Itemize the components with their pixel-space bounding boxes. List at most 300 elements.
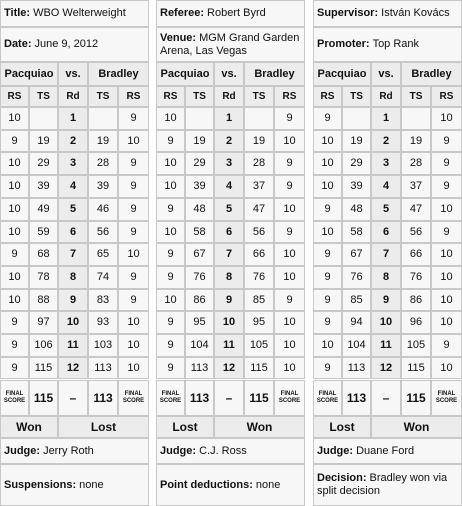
round-number-value: 3: [225, 157, 233, 169]
round-number: [58, 130, 88, 152]
left-total-score: [185, 357, 214, 379]
left-round-score-value: 10: [321, 157, 334, 169]
right-total-score-value: 19: [252, 134, 266, 147]
right-round-score-value: 9: [443, 339, 450, 351]
right-total-score: [244, 175, 274, 198]
final-total-separator: [58, 380, 88, 416]
right-round-score-value: 10: [283, 134, 296, 147]
left-round-score: [156, 130, 185, 152]
right-total-score: [88, 311, 118, 334]
right-total-score: [244, 334, 274, 357]
round-number-value: 12: [379, 361, 393, 374]
left-round-score: [313, 243, 342, 266]
right-round-score-value: 10: [440, 203, 453, 215]
round-number: [58, 243, 88, 266]
right-round-score-value: 9: [443, 157, 450, 169]
fighter-left-name: Pacquiao: [4, 67, 54, 80]
fighter-right-header: [244, 62, 305, 86]
vs-label: vs.: [221, 67, 237, 80]
right-round-score-value: 9: [286, 112, 293, 124]
left-total-score: [185, 243, 214, 266]
column-label-rd: Rd: [222, 91, 236, 102]
right-round-score: [431, 198, 462, 221]
right-total-score: [244, 221, 274, 243]
left-total-score: [185, 175, 214, 198]
round-number: [58, 221, 88, 243]
left-round-score-value: 9: [11, 361, 18, 374]
final-label-line2: SCORE: [278, 398, 301, 404]
final-label-line2: SCORE: [159, 398, 182, 404]
left-total-score-value: 113: [190, 361, 209, 374]
round-number-value: 9: [225, 293, 233, 306]
left-round-score: [0, 198, 29, 221]
right-total-score: [88, 175, 118, 198]
round-number-value: 11: [380, 339, 392, 351]
top-value: Robert Byrd: [207, 7, 266, 19]
right-round-score: [118, 334, 149, 357]
round-number-value: 7: [225, 248, 233, 260]
top-text: [160, 7, 266, 20]
left-round-score: [0, 221, 29, 243]
left-total-score-value: 85: [350, 293, 363, 306]
right-total-score-value: 46: [96, 203, 110, 215]
round-number-value: 9: [382, 293, 390, 306]
round-number: [371, 130, 401, 152]
result-right-value: Won: [403, 419, 430, 434]
column-label-ts: TS: [193, 91, 206, 102]
bottom-field: [0, 464, 149, 506]
left-round-score-value: 10: [8, 225, 21, 238]
bottom-value: none: [79, 478, 104, 491]
left-total-score: [29, 152, 58, 175]
round-number-value: 4: [225, 180, 233, 192]
result-right: [371, 416, 462, 438]
judge-label: Judge:: [317, 444, 354, 457]
left-round-score-value: 10: [164, 180, 177, 192]
round-number: [214, 175, 244, 198]
right-round-score: [431, 357, 462, 379]
right-round-score-value: 10: [283, 316, 296, 328]
left-round-score: [0, 107, 29, 130]
column-label-ts: TS: [252, 91, 266, 102]
round-number: [371, 152, 401, 175]
result-right: [58, 416, 149, 438]
final-label-line1: FINAL: [280, 391, 299, 397]
right-round-score: [274, 289, 305, 311]
fighter-left-header: [156, 62, 214, 86]
left-total-score-value: 76: [350, 271, 363, 283]
round-number-value: 1: [225, 112, 233, 124]
left-total-score: [342, 130, 371, 152]
right-round-score: [431, 266, 462, 289]
column-header-ts: [29, 86, 58, 107]
column-header-ts: [88, 86, 118, 107]
final-label-line1: FINAL: [124, 391, 143, 397]
right-round-score-value: 9: [130, 112, 137, 124]
final-label-line1: FINAL: [318, 391, 337, 397]
result-left-value: Lost: [172, 419, 198, 434]
result-left: [0, 416, 58, 438]
final-score-label-left: [313, 380, 342, 416]
final-label-line2: SCORE: [435, 398, 458, 404]
left-total-score-value: 68: [37, 248, 50, 260]
round-number: [58, 198, 88, 221]
left-round-score: [313, 311, 342, 334]
fighter-right-name: Bradley: [98, 67, 139, 80]
right-round-score: [431, 152, 462, 175]
top-label: Title:: [4, 7, 31, 19]
right-total-score-value: 113: [94, 361, 112, 374]
round-number: [58, 357, 88, 379]
round-number-value: 10: [66, 316, 80, 328]
left-round-score: [156, 266, 185, 289]
right-total-score-value: 19: [409, 134, 423, 147]
left-total-score: [185, 152, 214, 175]
left-round-score-value: 9: [167, 203, 174, 215]
left-round-score: [156, 357, 185, 379]
column-label-rs: RS: [7, 91, 22, 102]
judge-text: [160, 445, 247, 458]
bottom-value: none: [255, 478, 281, 491]
left-round-score-value: 9: [324, 203, 331, 215]
round-number: [371, 311, 401, 334]
round-number-value: 11: [223, 339, 235, 351]
left-round-score: [0, 243, 29, 266]
right-total-score: [244, 357, 274, 379]
left-total-score-value: 95: [193, 316, 206, 328]
final-total-right: [244, 380, 274, 416]
right-total-score-value: 105: [249, 339, 269, 351]
right-total-score-value: 105: [406, 339, 426, 351]
result-right-value: Won: [246, 419, 273, 434]
top-label: Supervisor:: [317, 7, 379, 19]
second-label: Date:: [4, 38, 32, 50]
left-total-score: [29, 289, 58, 311]
left-round-score: [313, 198, 342, 221]
round-number-value: 1: [69, 112, 77, 124]
left-total-score: [342, 289, 371, 311]
left-total-score: [342, 107, 371, 130]
judge-value: C.J. Ross: [199, 444, 247, 457]
final-score-label-left: [156, 380, 185, 416]
right-total-score-value: 28: [96, 157, 110, 169]
left-round-score-value: 10: [164, 157, 177, 169]
left-round-score-value: 9: [167, 361, 174, 374]
final-total-right-value: 115: [249, 390, 269, 405]
left-round-score-value: 9: [324, 112, 331, 124]
left-round-score-value: 10: [164, 293, 177, 306]
right-round-score: [118, 357, 149, 379]
left-total-score: [342, 243, 371, 266]
round-number-value: 11: [67, 339, 79, 351]
left-round-score-value: 10: [321, 225, 334, 238]
right-total-score: [244, 130, 274, 152]
round-number-value: 1: [382, 112, 390, 124]
right-round-score-value: 10: [127, 248, 140, 260]
top-value: WBO Welterweight: [33, 7, 126, 19]
right-total-score: [244, 266, 274, 289]
right-round-score-value: 9: [130, 271, 137, 283]
round-number-value: 8: [69, 271, 77, 283]
judge-text: [4, 445, 94, 458]
left-total-score: [342, 175, 371, 198]
column-label-ts: TS: [350, 91, 363, 102]
left-total-score-value: 19: [37, 134, 50, 147]
result-right: [214, 416, 305, 438]
right-total-score: [401, 221, 431, 243]
round-number: [58, 266, 88, 289]
right-total-score: [401, 198, 431, 221]
left-total-score: [29, 198, 58, 221]
right-round-score-value: 10: [440, 293, 453, 306]
left-total-score-value: 39: [37, 180, 50, 192]
result-left-value: Lost: [329, 419, 355, 434]
final-score-label-left: [0, 380, 29, 416]
second-label: Venue:: [160, 31, 197, 44]
right-total-score: [88, 334, 118, 357]
vs-header: [58, 62, 88, 86]
left-round-score-value: 10: [321, 339, 334, 351]
vs-header: [371, 62, 401, 86]
right-round-score-value: 10: [283, 339, 296, 351]
final-label-line2: SCORE: [316, 398, 339, 404]
column-header-rd: [214, 86, 244, 107]
fighter-right-name: Bradley: [411, 67, 452, 80]
left-total-score: [342, 334, 371, 357]
right-total-score-value: 66: [252, 248, 266, 260]
left-total-score: [29, 107, 58, 130]
left-total-score: [342, 198, 371, 221]
round-number: [214, 334, 244, 357]
right-total-score: [88, 221, 118, 243]
right-round-score: [118, 221, 149, 243]
right-round-score-value: 10: [440, 248, 453, 260]
second-field: [0, 27, 149, 62]
right-round-score: [118, 198, 149, 221]
top-field: [156, 0, 305, 27]
scorecard-1: [0, 0, 149, 506]
fighter-left-name: Pacquiao: [317, 67, 367, 80]
round-number: [214, 266, 244, 289]
right-total-score-value: 28: [409, 157, 423, 169]
column-label-rd: Rd: [379, 91, 393, 102]
right-round-score: [274, 198, 305, 221]
round-number: [371, 175, 401, 198]
fighter-left-name: Pacquiao: [160, 67, 210, 80]
left-total-score-value: 19: [350, 134, 363, 147]
left-round-score-value: 10: [8, 112, 21, 124]
round-number-value: 3: [382, 157, 390, 169]
round-number: [214, 243, 244, 266]
right-round-score: [274, 152, 305, 175]
fighter-right-name: Bradley: [254, 67, 295, 80]
column-header-rd: [58, 86, 88, 107]
right-round-score: [118, 289, 149, 311]
right-round-score: [118, 175, 149, 198]
left-total-score-value: 29: [350, 157, 363, 169]
column-header-rs: [0, 86, 29, 107]
final-total-left-value: 113: [189, 390, 210, 405]
left-round-score-value: 9: [11, 134, 18, 147]
column-header-rs: [431, 86, 462, 107]
left-round-score-value: 9: [324, 271, 331, 283]
top-field: [0, 0, 149, 27]
left-total-score: [342, 221, 371, 243]
left-round-score-value: 10: [8, 180, 21, 192]
right-total-score: [88, 130, 118, 152]
round-number-value: 7: [69, 248, 77, 260]
round-number: [214, 107, 244, 130]
left-round-score-value: 9: [324, 316, 331, 328]
right-round-score-value: 9: [130, 157, 137, 169]
round-number: [214, 221, 244, 243]
round-number: [371, 221, 401, 243]
right-total-score: [244, 107, 274, 130]
right-total-score-value: 95: [252, 316, 266, 328]
left-round-score: [313, 107, 342, 130]
right-total-score-value: 115: [250, 361, 268, 374]
column-label-rs: RS: [439, 91, 454, 102]
round-number: [371, 357, 401, 379]
left-total-score-value: 88: [37, 293, 50, 306]
bottom-label: Suspensions:: [4, 478, 77, 491]
round-number: [371, 107, 401, 130]
right-round-score-value: 10: [283, 248, 296, 260]
left-total-score-value: 58: [193, 225, 206, 238]
right-total-score-value: 76: [409, 271, 423, 283]
final-total-left: [342, 380, 371, 416]
judge-field: [313, 438, 462, 464]
left-total-score: [29, 357, 58, 379]
bottom-field: [156, 464, 305, 506]
left-round-score-value: 10: [164, 225, 177, 238]
right-total-score-value: 37: [409, 180, 423, 192]
right-round-score: [274, 266, 305, 289]
left-total-score-value: 104: [190, 339, 209, 351]
left-total-score: [185, 334, 214, 357]
left-round-score-value: 9: [167, 339, 174, 351]
second-value: MGM Grand Garden Arena, Las Vegas: [160, 31, 300, 57]
left-total-score: [29, 130, 58, 152]
bottom-field: [313, 464, 462, 506]
left-total-score-value: 97: [37, 316, 50, 328]
left-round-score: [0, 152, 29, 175]
right-round-score-value: 9: [130, 180, 137, 192]
right-round-score: [274, 107, 305, 130]
left-round-score-value: 9: [167, 134, 174, 147]
right-round-score-value: 9: [130, 225, 137, 238]
round-number-value: 2: [382, 134, 390, 147]
right-total-score-value: 85: [252, 293, 266, 306]
vs-label: vs.: [65, 67, 81, 80]
right-total-score: [88, 198, 118, 221]
left-round-score: [313, 175, 342, 198]
fighter-right-header: [88, 62, 149, 86]
right-round-score: [431, 175, 462, 198]
right-round-score-value: 10: [127, 134, 140, 147]
right-round-score-value: 10: [283, 361, 296, 374]
left-round-score: [313, 130, 342, 152]
left-total-score-value: 19: [193, 134, 206, 147]
second-value: June 9, 2012: [34, 38, 99, 50]
vs-header: [214, 62, 244, 86]
column-header-ts: [401, 86, 431, 107]
left-total-score-value: 67: [193, 248, 206, 260]
right-total-score-value: 93: [96, 316, 110, 328]
left-round-score: [156, 152, 185, 175]
final-score-label-right: [118, 380, 149, 416]
right-round-score: [274, 311, 305, 334]
column-header-rd: [371, 86, 401, 107]
right-round-score-value: 10: [440, 112, 453, 124]
top-value: István Kovács: [381, 7, 450, 19]
left-total-score-value: 29: [193, 157, 206, 169]
left-total-score-value: 78: [37, 271, 50, 283]
right-total-score-value: 37: [252, 180, 266, 192]
right-round-score: [118, 107, 149, 130]
right-total-score-value: 96: [409, 316, 423, 328]
result-left: [156, 416, 214, 438]
final-label-line1: FINAL: [161, 391, 180, 397]
column-header-ts: [185, 86, 214, 107]
round-number: [214, 357, 244, 379]
round-number: [371, 289, 401, 311]
top-field: [313, 0, 462, 27]
left-total-score-value: 29: [37, 157, 50, 169]
second-label: Promoter:: [317, 38, 370, 50]
judge-field: [0, 438, 149, 464]
column-label-ts: TS: [96, 91, 110, 102]
left-total-score: [185, 311, 214, 334]
right-round-score: [274, 221, 305, 243]
right-round-score-value: 10: [440, 271, 453, 283]
left-round-score: [156, 175, 185, 198]
round-number: [58, 311, 88, 334]
left-round-score-value: 9: [167, 271, 174, 283]
second-field: [156, 27, 305, 62]
top-text: [317, 7, 450, 20]
right-round-score: [431, 289, 462, 311]
right-round-score: [274, 175, 305, 198]
second-field: [313, 27, 462, 62]
right-round-score: [431, 311, 462, 334]
round-number-value: 2: [225, 134, 233, 147]
right-round-score-value: 10: [283, 271, 296, 283]
top-label: Referee:: [160, 7, 205, 19]
right-total-score-value: 66: [409, 248, 423, 260]
right-total-score-value: 47: [409, 203, 423, 215]
left-round-score: [313, 334, 342, 357]
round-number: [214, 198, 244, 221]
left-total-score: [185, 289, 214, 311]
right-round-score: [431, 243, 462, 266]
column-header-rs: [313, 86, 342, 107]
judge-field: [156, 438, 305, 464]
right-total-score: [244, 152, 274, 175]
left-total-score-value: 113: [347, 361, 366, 374]
right-total-score: [88, 152, 118, 175]
round-number-value: 3: [69, 157, 77, 169]
left-round-score-value: 9: [167, 248, 174, 260]
left-round-score-value: 10: [8, 157, 21, 169]
right-total-score-value: 47: [252, 203, 266, 215]
right-round-score-value: 10: [440, 316, 453, 328]
right-total-score-value: 83: [96, 293, 110, 306]
left-total-score: [342, 311, 371, 334]
right-total-score-value: 56: [252, 225, 266, 238]
round-number-value: 6: [225, 225, 233, 238]
right-round-score: [118, 152, 149, 175]
